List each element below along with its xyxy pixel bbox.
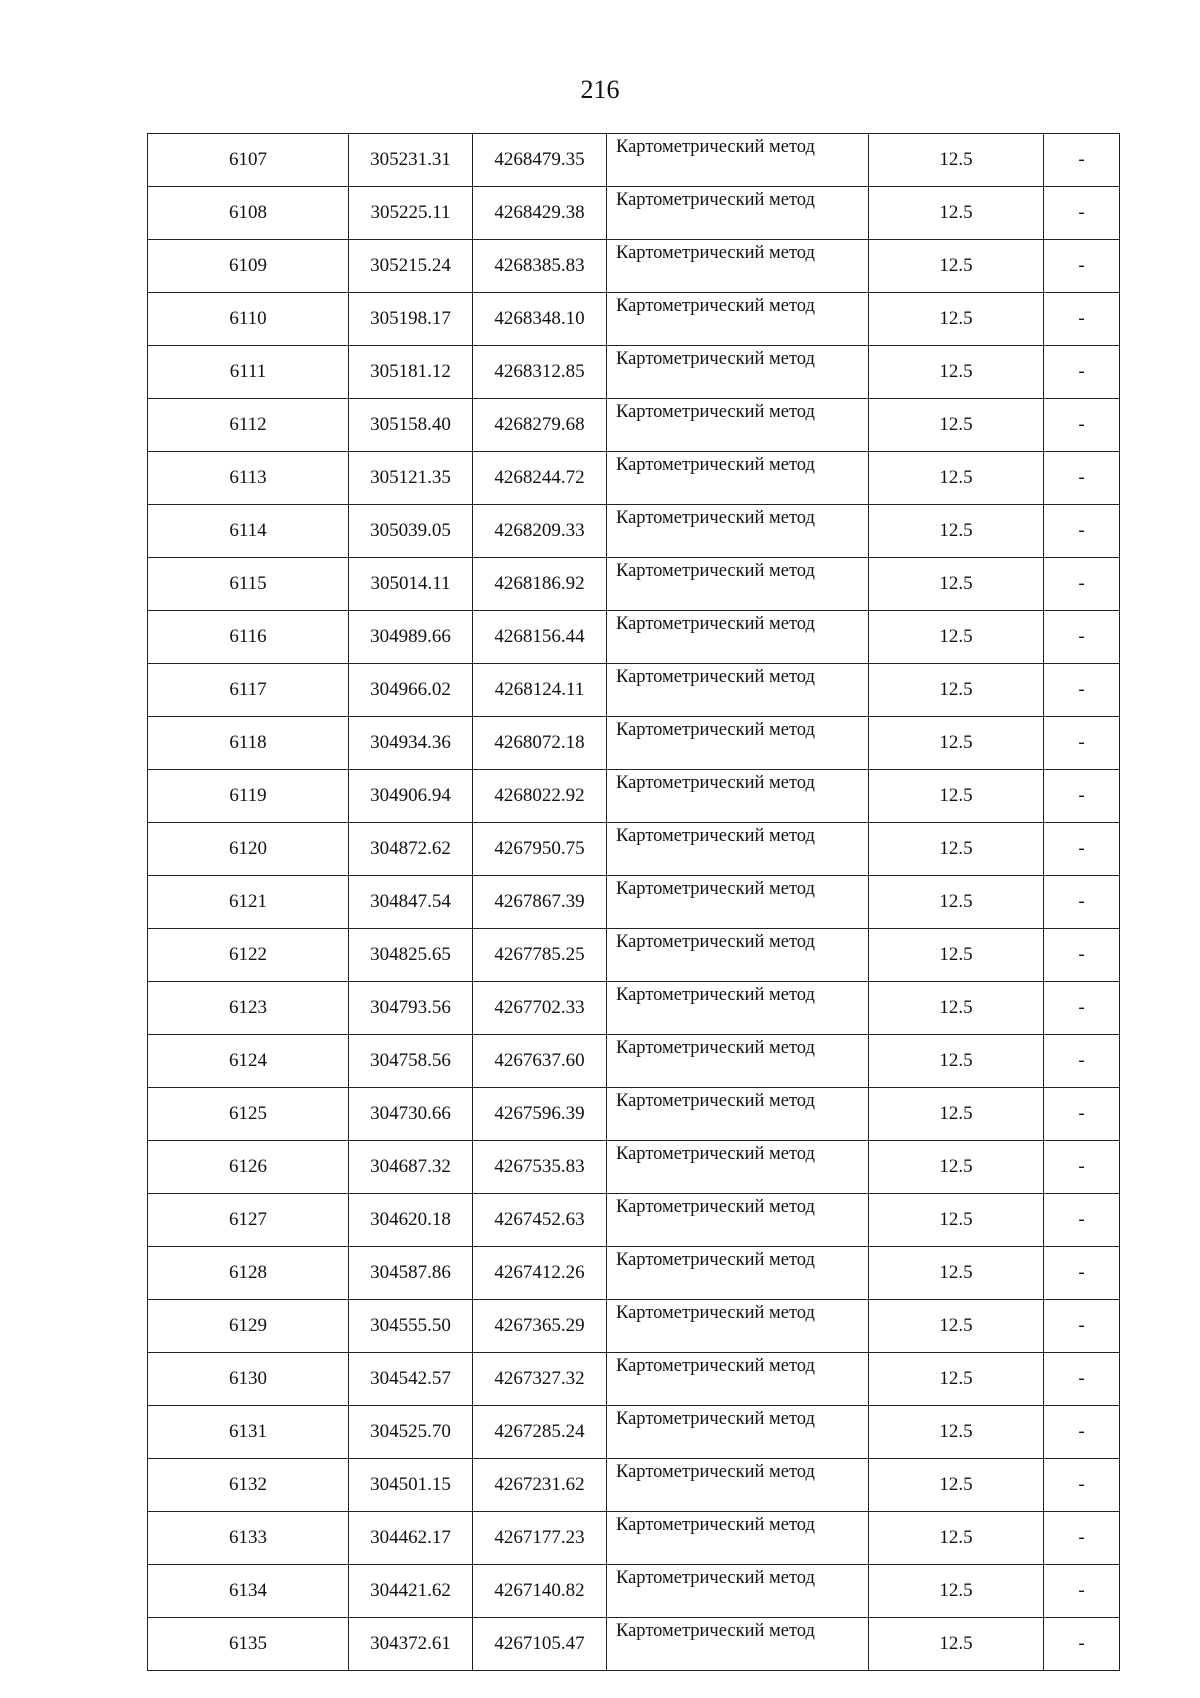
y-coordinate-cell: 4267105.47	[473, 1618, 607, 1671]
x-coordinate-cell: 304825.65	[349, 929, 473, 982]
x-coordinate-cell: 304793.56	[349, 982, 473, 1035]
accuracy-cell: 12.5	[869, 1406, 1044, 1459]
accuracy-cell: 12.5	[869, 505, 1044, 558]
y-coordinate-cell: 4268348.10	[473, 293, 607, 346]
point-number-cell: 6117	[148, 664, 349, 717]
note-cell: -	[1044, 1353, 1120, 1406]
x-coordinate-cell: 304372.61	[349, 1618, 473, 1671]
table-row	[148, 1565, 1120, 1618]
note-cell: -	[1044, 982, 1120, 1035]
x-coordinate-cell: 304989.66	[349, 611, 473, 664]
x-coordinate-cell: 305225.11	[349, 187, 473, 240]
point-number-cell: 6132	[148, 1459, 349, 1512]
y-coordinate-cell: 4268156.44	[473, 611, 607, 664]
point-number-cell: 6115	[148, 558, 349, 611]
method-cell: Картометрический метод	[607, 611, 869, 664]
method-cell: Картометрический метод	[607, 1141, 869, 1194]
x-coordinate-cell: 305014.11	[349, 558, 473, 611]
note-cell: -	[1044, 611, 1120, 664]
table-row	[148, 1141, 1120, 1194]
table-row	[148, 717, 1120, 770]
point-number-cell: 6107	[148, 134, 349, 187]
x-coordinate-cell: 305121.35	[349, 452, 473, 505]
x-coordinate-cell: 304872.62	[349, 823, 473, 876]
y-coordinate-cell: 4268072.18	[473, 717, 607, 770]
note-cell: -	[1044, 1618, 1120, 1671]
y-coordinate-cell: 4267327.32	[473, 1353, 607, 1406]
method-cell: Картометрический метод	[607, 1565, 869, 1618]
point-number-cell: 6121	[148, 876, 349, 929]
table-row	[148, 1618, 1120, 1671]
point-number-cell: 6112	[148, 399, 349, 452]
note-cell: -	[1044, 240, 1120, 293]
note-cell: -	[1044, 1512, 1120, 1565]
page-number: 216	[580, 75, 620, 104]
accuracy-cell: 12.5	[869, 1300, 1044, 1353]
y-coordinate-cell: 4268186.92	[473, 558, 607, 611]
y-coordinate-cell: 4267285.24	[473, 1406, 607, 1459]
point-number-cell: 6120	[148, 823, 349, 876]
method-cell: Картометрический метод	[607, 240, 869, 293]
method-cell: Картометрический метод	[607, 1618, 869, 1671]
point-number-cell: 6113	[148, 452, 349, 505]
table-row	[148, 1247, 1120, 1300]
method-cell: Картометрический метод	[607, 1194, 869, 1247]
x-coordinate-cell: 304587.86	[349, 1247, 473, 1300]
accuracy-cell: 12.5	[869, 187, 1044, 240]
table-row	[148, 1300, 1120, 1353]
table-row	[148, 452, 1120, 505]
note-cell: -	[1044, 399, 1120, 452]
coordinates-table	[147, 133, 1120, 1671]
method-cell: Картометрический метод	[607, 1247, 869, 1300]
x-coordinate-cell: 304966.02	[349, 664, 473, 717]
y-coordinate-cell: 4268022.92	[473, 770, 607, 823]
y-coordinate-cell: 4267231.62	[473, 1459, 607, 1512]
note-cell: -	[1044, 1406, 1120, 1459]
table-row	[148, 929, 1120, 982]
note-cell: -	[1044, 1194, 1120, 1247]
table-row	[148, 1035, 1120, 1088]
method-cell: Картометрический метод	[607, 346, 869, 399]
x-coordinate-cell: 304730.66	[349, 1088, 473, 1141]
note-cell: -	[1044, 346, 1120, 399]
method-cell: Картометрический метод	[607, 929, 869, 982]
y-coordinate-cell: 4267365.29	[473, 1300, 607, 1353]
note-cell: -	[1044, 187, 1120, 240]
x-coordinate-cell: 304758.56	[349, 1035, 473, 1088]
y-coordinate-cell: 4267140.82	[473, 1565, 607, 1618]
note-cell: -	[1044, 823, 1120, 876]
table-row	[148, 1353, 1120, 1406]
note-cell: -	[1044, 664, 1120, 717]
y-coordinate-cell: 4268385.83	[473, 240, 607, 293]
y-coordinate-cell: 4267596.39	[473, 1088, 607, 1141]
method-cell: Картометрический метод	[607, 823, 869, 876]
method-cell: Картометрический метод	[607, 293, 869, 346]
x-coordinate-cell: 304542.57	[349, 1353, 473, 1406]
x-coordinate-cell: 305215.24	[349, 240, 473, 293]
y-coordinate-cell: 4268279.68	[473, 399, 607, 452]
table-row	[148, 399, 1120, 452]
method-cell: Картометрический метод	[607, 1353, 869, 1406]
accuracy-cell: 12.5	[869, 1565, 1044, 1618]
note-cell: -	[1044, 1141, 1120, 1194]
y-coordinate-cell: 4268124.11	[473, 664, 607, 717]
point-number-cell: 6129	[148, 1300, 349, 1353]
table-row	[148, 611, 1120, 664]
table-row	[148, 770, 1120, 823]
y-coordinate-cell: 4267412.26	[473, 1247, 607, 1300]
point-number-cell: 6125	[148, 1088, 349, 1141]
point-number-cell: 6116	[148, 611, 349, 664]
note-cell: -	[1044, 1247, 1120, 1300]
accuracy-cell: 12.5	[869, 1512, 1044, 1565]
method-cell: Картометрический метод	[607, 1035, 869, 1088]
y-coordinate-cell: 4268429.38	[473, 187, 607, 240]
y-coordinate-cell: 4268479.35	[473, 134, 607, 187]
x-coordinate-cell: 304847.54	[349, 876, 473, 929]
point-number-cell: 6134	[148, 1565, 349, 1618]
point-number-cell: 6118	[148, 717, 349, 770]
accuracy-cell: 12.5	[869, 452, 1044, 505]
accuracy-cell: 12.5	[869, 823, 1044, 876]
method-cell: Картометрический метод	[607, 1512, 869, 1565]
table-row	[148, 346, 1120, 399]
accuracy-cell: 12.5	[869, 1035, 1044, 1088]
method-cell: Картометрический метод	[607, 399, 869, 452]
table-row	[148, 1512, 1120, 1565]
y-coordinate-cell: 4267177.23	[473, 1512, 607, 1565]
note-cell: -	[1044, 876, 1120, 929]
table-row	[148, 664, 1120, 717]
method-cell: Картометрический метод	[607, 664, 869, 717]
point-number-cell: 6123	[148, 982, 349, 1035]
point-number-cell: 6114	[148, 505, 349, 558]
note-cell: -	[1044, 1565, 1120, 1618]
accuracy-cell: 12.5	[869, 399, 1044, 452]
point-number-cell: 6110	[148, 293, 349, 346]
accuracy-cell: 12.5	[869, 1459, 1044, 1512]
point-number-cell: 6130	[148, 1353, 349, 1406]
method-cell: Картометрический метод	[607, 452, 869, 505]
accuracy-cell: 12.5	[869, 982, 1044, 1035]
point-number-cell: 6122	[148, 929, 349, 982]
point-number-cell: 6109	[148, 240, 349, 293]
accuracy-cell: 12.5	[869, 240, 1044, 293]
x-coordinate-cell: 304462.17	[349, 1512, 473, 1565]
x-coordinate-cell: 304525.70	[349, 1406, 473, 1459]
note-cell: -	[1044, 505, 1120, 558]
table-row	[148, 1406, 1120, 1459]
method-cell: Картометрический метод	[607, 1088, 869, 1141]
y-coordinate-cell: 4268244.72	[473, 452, 607, 505]
x-coordinate-cell: 304687.32	[349, 1141, 473, 1194]
x-coordinate-cell: 305181.12	[349, 346, 473, 399]
method-cell: Картометрический метод	[607, 187, 869, 240]
point-number-cell: 6124	[148, 1035, 349, 1088]
method-cell: Картометрический метод	[607, 134, 869, 187]
table-row	[148, 1194, 1120, 1247]
accuracy-cell: 12.5	[869, 717, 1044, 770]
accuracy-cell: 12.5	[869, 1247, 1044, 1300]
accuracy-cell: 12.5	[869, 346, 1044, 399]
accuracy-cell: 12.5	[869, 664, 1044, 717]
note-cell: -	[1044, 134, 1120, 187]
point-number-cell: 6131	[148, 1406, 349, 1459]
y-coordinate-cell: 4268312.85	[473, 346, 607, 399]
y-coordinate-cell: 4267702.33	[473, 982, 607, 1035]
table-row	[148, 1088, 1120, 1141]
note-cell: -	[1044, 293, 1120, 346]
y-coordinate-cell: 4267867.39	[473, 876, 607, 929]
x-coordinate-cell: 304906.94	[349, 770, 473, 823]
x-coordinate-cell: 305231.31	[349, 134, 473, 187]
y-coordinate-cell: 4267785.25	[473, 929, 607, 982]
note-cell: -	[1044, 770, 1120, 823]
method-cell: Картометрический метод	[607, 770, 869, 823]
point-number-cell: 6108	[148, 187, 349, 240]
note-cell: -	[1044, 1088, 1120, 1141]
x-coordinate-cell: 305039.05	[349, 505, 473, 558]
note-cell: -	[1044, 929, 1120, 982]
table-row	[148, 293, 1120, 346]
note-cell: -	[1044, 1300, 1120, 1353]
table-row	[148, 240, 1120, 293]
accuracy-cell: 12.5	[869, 770, 1044, 823]
x-coordinate-cell: 304934.36	[349, 717, 473, 770]
accuracy-cell: 12.5	[869, 611, 1044, 664]
y-coordinate-cell: 4267452.63	[473, 1194, 607, 1247]
x-coordinate-cell: 304620.18	[349, 1194, 473, 1247]
accuracy-cell: 12.5	[869, 558, 1044, 611]
point-number-cell: 6111	[148, 346, 349, 399]
method-cell: Картометрический метод	[607, 1459, 869, 1512]
table-row	[148, 982, 1120, 1035]
point-number-cell: 6128	[148, 1247, 349, 1300]
point-number-cell: 6135	[148, 1618, 349, 1671]
table-row	[148, 558, 1120, 611]
method-cell: Картометрический метод	[607, 876, 869, 929]
x-coordinate-cell: 304501.15	[349, 1459, 473, 1512]
accuracy-cell: 12.5	[869, 1088, 1044, 1141]
method-cell: Картометрический метод	[607, 1300, 869, 1353]
y-coordinate-cell: 4267535.83	[473, 1141, 607, 1194]
method-cell: Картометрический метод	[607, 982, 869, 1035]
table-row	[148, 823, 1120, 876]
point-number-cell: 6126	[148, 1141, 349, 1194]
accuracy-cell: 12.5	[869, 1353, 1044, 1406]
x-coordinate-cell: 304421.62	[349, 1565, 473, 1618]
x-coordinate-cell: 305198.17	[349, 293, 473, 346]
table-row	[148, 1459, 1120, 1512]
method-cell: Картометрический метод	[607, 717, 869, 770]
point-number-cell: 6133	[148, 1512, 349, 1565]
method-cell: Картометрический метод	[607, 505, 869, 558]
accuracy-cell: 12.5	[869, 134, 1044, 187]
y-coordinate-cell: 4267637.60	[473, 1035, 607, 1088]
point-number-cell: 6119	[148, 770, 349, 823]
table-row	[148, 505, 1120, 558]
note-cell: -	[1044, 717, 1120, 770]
table-body	[148, 134, 1120, 1671]
accuracy-cell: 12.5	[869, 1194, 1044, 1247]
note-cell: -	[1044, 558, 1120, 611]
x-coordinate-cell: 305158.40	[349, 399, 473, 452]
table-row	[148, 187, 1120, 240]
note-cell: -	[1044, 452, 1120, 505]
accuracy-cell: 12.5	[869, 876, 1044, 929]
y-coordinate-cell: 4268209.33	[473, 505, 607, 558]
note-cell: -	[1044, 1459, 1120, 1512]
accuracy-cell: 12.5	[869, 1618, 1044, 1671]
table-row	[148, 134, 1120, 187]
accuracy-cell: 12.5	[869, 1141, 1044, 1194]
method-cell: Картометрический метод	[607, 558, 869, 611]
note-cell: -	[1044, 1035, 1120, 1088]
y-coordinate-cell: 4267950.75	[473, 823, 607, 876]
method-cell: Картометрический метод	[607, 1406, 869, 1459]
accuracy-cell: 12.5	[869, 293, 1044, 346]
table-row	[148, 876, 1120, 929]
accuracy-cell: 12.5	[869, 929, 1044, 982]
point-number-cell: 6127	[148, 1194, 349, 1247]
x-coordinate-cell: 304555.50	[349, 1300, 473, 1353]
